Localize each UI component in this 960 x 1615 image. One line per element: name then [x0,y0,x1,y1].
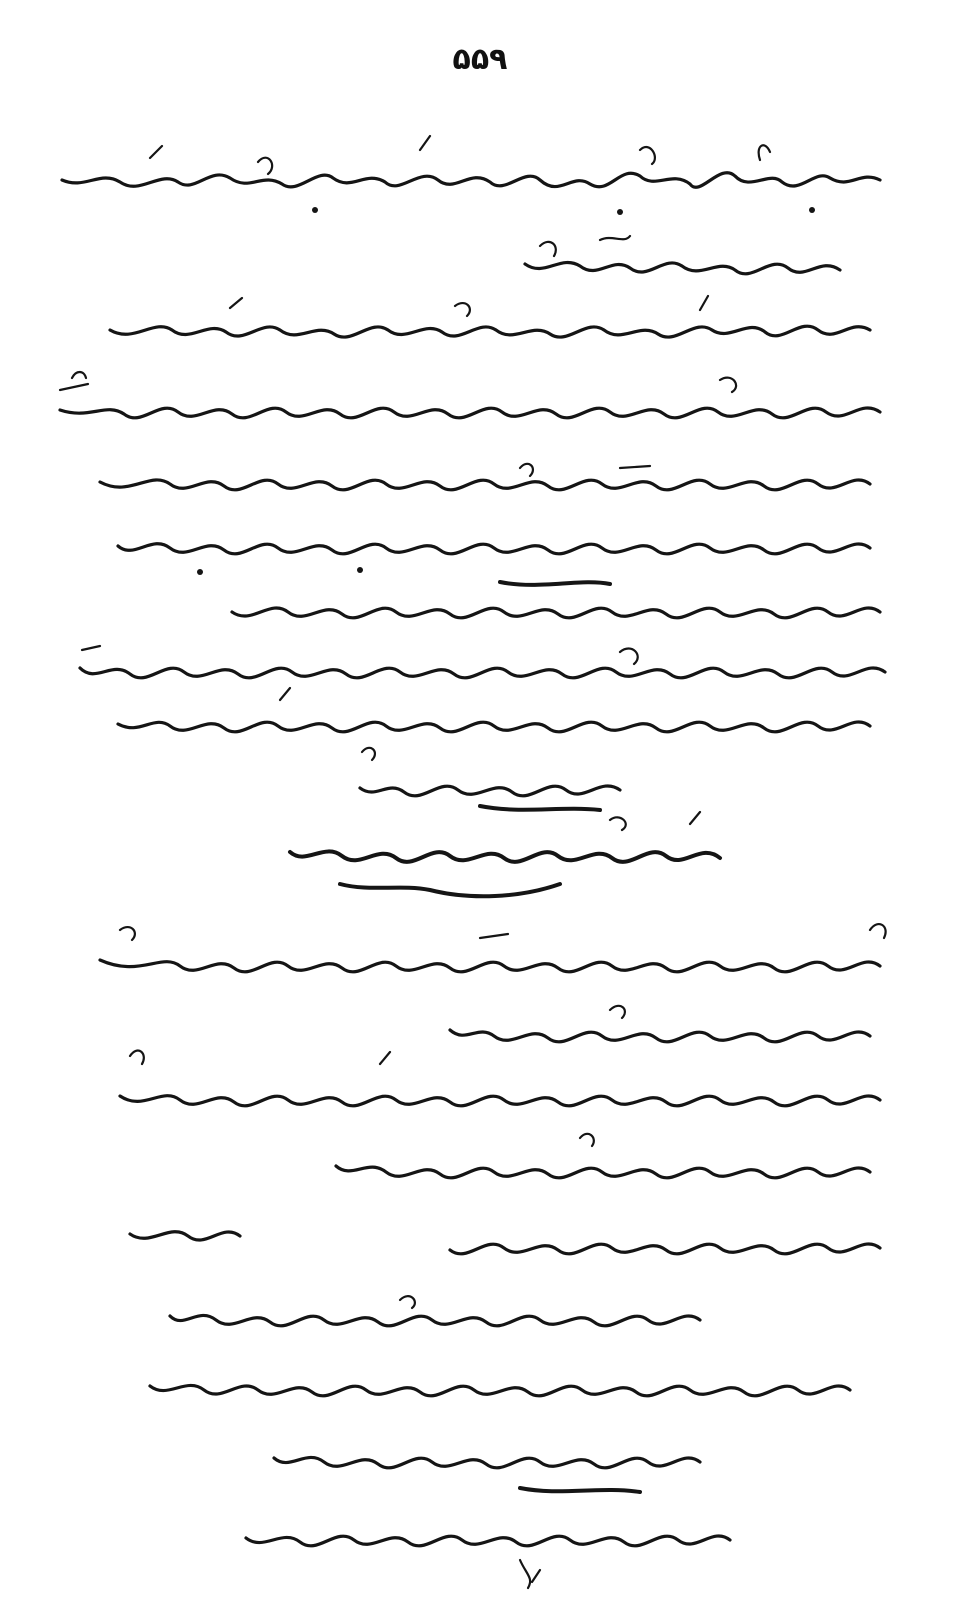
handwriting-line-7 [232,582,880,618]
handwriting-line-16 [130,1232,880,1254]
handwriting-line-12 [100,924,886,972]
handwriting-line-17 [170,1296,700,1326]
handwriting-line-2 [525,236,840,274]
handwriting-line-14 [120,1051,880,1106]
handwriting-line-11 [290,812,720,896]
page-number: ۵۵۹ [452,42,508,77]
handwriting-line-1 [62,136,880,215]
handwriting-line-19 [274,1457,700,1492]
handwriting-line-4 [60,372,880,418]
handwriting-line-20 [246,1536,730,1588]
handwriting-line-15 [336,1134,870,1178]
handwriting-line-5 [100,464,870,490]
handwriting-line-6 [118,544,870,575]
handwriting-line-3 [110,296,870,337]
handwriting-line-18 [150,1385,850,1395]
handwriting-line-10 [360,786,620,810]
handwriting-line-13 [450,1006,870,1042]
handwriting-line-8 [80,646,885,678]
handwriting-line-9 [118,688,870,760]
